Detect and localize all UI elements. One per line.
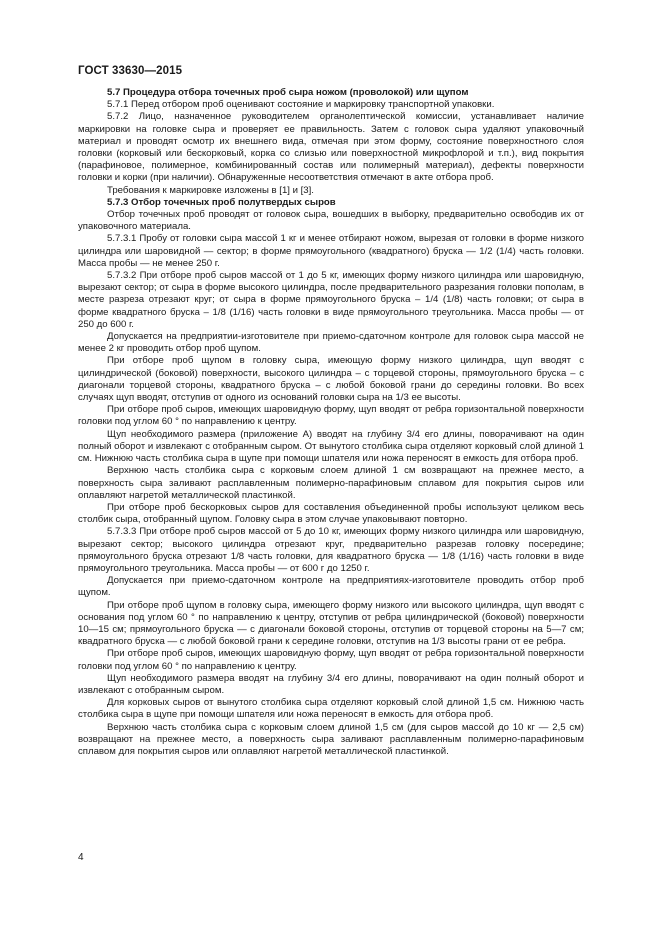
paragraph: Верхнюю часть столбика сыра с корковым слоем длиной 1,5 см (для сыров массой до 10 кг — 2,5 см) возвращают на прежнее место, а поверхность сыра заливают расплавленным полимерно-парафиновым сплавом для покрытия сыров или оплавляют нагретой металлической пластинкой. [78,721,584,757]
paragraph: При отборе проб щупом в головку сыра, имеющего форму низкого или высокого цилиндра, щуп вводят с основания под углом 60 ° по направлению к центру, отступив от ребра цилиндрической (боковой) поверхности 10—15 см; прямоугольного бруска — с диагонали боковой стороны, отступив от торцевой стороны на 5—7 см; квадратного бруска — с любой боковой грани к середине головки, отступив на 1/3 высоты грани от ее ребра. [78,599,584,648]
paragraph: Верхнюю часть столбика сыра с корковым слоем длиной 1 см возвращают на прежнее место, а поверхность сыра заливают расплавленным полимерно-парафиновым сплавом для покрытия сыров или оплавляют нагретой металлической пластинкой. [78,465,584,501]
paragraph: Щуп необходимого размера (приложение А) вводят на глубину 3/4 его длины, поворачивают на один полный оборот и извлекают с отобранным сыром. От вынутого столбика сыра отделяют корковый слой длиной 1 см. Нижнюю часть столбика сыра в щупе при помощи шпателя или ножа переносят в емкость для отбора проб. [78,428,584,465]
paragraph: При отборе проб сыров, имеющих шаровидную форму, щуп вводят от ребра горизонтальной поверхности головки под углом 60 ° по направлению к центру. [78,404,584,428]
section-heading: 5.7 Процедура отбора точечных проб сыра ножом (проволокой) или щупом [107,87,469,98]
paragraph: Допускается на предприятии-изготовителе при приемо-сдаточном контроле для головок сыра массой не менее 2 кг проводить отбор проб щупом. [78,331,584,355]
paragraph: 5.7.3.3 При отборе проб сыров массой от 5 до 10 кг, имеющих форму низкого цилиндра или шаровидную, вырезают сектор; высокого цилиндра отрезают круг, предварительно разрезав головку посередине; прямоугольного бруска отрезают 1/8 часть головки, для квадратного бруска — 1/8 (1/16) часть головки в виде прямоугольного треугольника. Масса пробы — от 600 г до 1250 г. [78,526,584,574]
paragraph: Для корковых сыров от вынутого столбика сыра отделяют корковый слой длиной 1,5 см. Нижнюю часть столбика сыра в щупе при помощи шпателя или ножа переносят в емкость для отбора проб. [78,697,584,721]
paragraph: При отборе проб щупом в головку сыра, имеющую форму низкого цилиндра, щуп вводят с цилиндрической (боковой) поверхности, высокого цилиндра – с торцевой стороны, прямоугольного бруска – с диагонали торцевой стороны, квадратного бруска – с любой боковой грани до середины головки. Во всех случаях щуп вводят, отступив от одного из оснований головки сыра на 1/3 ее высоты. [78,355,584,404]
page-number: 4 [78,852,84,863]
paragraph: 5.7.3.1 Пробу от головки сыра массой 1 кг и менее отбирают ножом, вырезая от головки в форме низкого цилиндра или шаровидной — сектор; в форме прямоугольного (квадратного) бруска — 1/2 (1/4) часть головки. Масса пробы — не менее 250 г. [78,233,584,269]
paragraph: Требования к маркировке изложены в [1] и [3]. [107,184,314,196]
paragraph: 5.7.2 Лицо, назначенное руководителем органолептической комиссии, устанавливает наличие маркировки на головке сыра и проверяет ее правильность. Затем с головок сыра удаляют упаковочный материал и проводят осмотр их внешнего вида, отмечая при этом форму, состояние поверхностного слоя головки (корковый или бескорковый, корка со слизью или поверхностной микрофлорой и т.п.), вид покрытия (парафиновое, полимерное, комбинированный состав или полимерный материал), дефекты поверхности головки и корки (при наличии). Обнаруженные несоответствия отмечают в акте отбора проб. [78,111,584,184]
paragraph: 5.7.3.2 При отборе проб сыров массой от 1 до 5 кг, имеющих форму низкого цилиндра или шаровидную, вырезают сектор; от сыра в форме высокого цилиндра, после предварительного разрезания головки пополам, в месте разреза отрезают круг; от сыра в форме прямоугольного бруска – 1/4 (1/8) часть головки; от сыра в форме квадратного бруска – 1/8 (1/16) часть головки в виде прямоугольного треугольника. Масса пробы — от 250 до 600 г. [78,270,584,330]
paragraph: 5.7.1 Перед отбором проб оценивают состояние и маркировку транспортной упаковки. [107,99,495,111]
paragraph: Щуп необходимого размера вводят на глубину 3/4 его длины, поворачивают на один полный оборот и извлекают с отобранным сыром. [78,672,584,696]
document-header: ГОСТ 33630—2015 [78,65,183,77]
paragraph: Допускается при приемо-сдаточном контроле на предприятиях-изготовителе проводить отбор проб щупом. [78,575,584,599]
section-heading: 5.7.3 Отбор точечных проб полутвердых сыров [107,196,336,208]
paragraph: При отборе проб сыров, имеющих шаровидную форму, щуп вводят от ребра горизонтальной поверхности головки под углом 60 ° по направлению к центру. [78,648,584,672]
paragraph: Отбор точечных проб проводят от головок сыра, вошедших в выборку, предварительно освободив их от упаковочного материала. [78,209,584,233]
paragraph: При отборе проб бескорковых сыров для составления объединенной пробы используют целиком весь столбик сыра, отобранный щупом. Головку сыра в этом случае упаковывают повторно. [78,501,584,526]
document-body [78,87,584,758]
